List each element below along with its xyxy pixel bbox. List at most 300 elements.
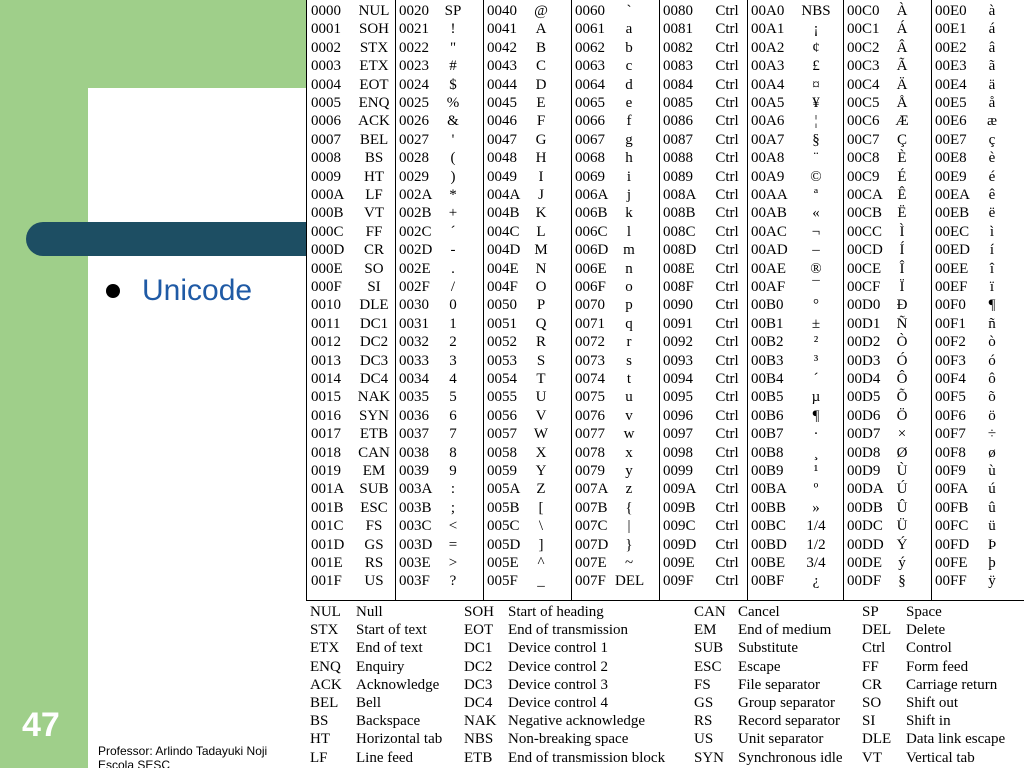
code-point: 009D bbox=[663, 536, 697, 553]
code-cell bbox=[483, 352, 571, 370]
code-cell bbox=[483, 444, 571, 462]
code-cell bbox=[843, 388, 931, 406]
code-character: Þ bbox=[987, 536, 997, 553]
code-point: 0038 bbox=[399, 444, 429, 461]
code-point: 0098 bbox=[663, 444, 693, 461]
code-point: 004A bbox=[487, 187, 521, 203]
code-point: 00C2 bbox=[847, 39, 880, 56]
code-point: 0014 bbox=[311, 371, 341, 387]
code-cell bbox=[747, 186, 843, 204]
code-character: T bbox=[536, 371, 546, 387]
code-character: ë bbox=[988, 205, 996, 222]
code-point: 00DB bbox=[847, 499, 883, 516]
code-point: 0087 bbox=[663, 131, 693, 148]
code-character: A bbox=[535, 21, 547, 38]
code-point: 008F bbox=[663, 279, 694, 295]
code-cell bbox=[571, 462, 659, 480]
code-character: ² bbox=[813, 334, 819, 351]
code-cell bbox=[659, 168, 747, 186]
code-point: 0031 bbox=[399, 315, 429, 332]
code-cell bbox=[395, 223, 483, 241]
code-point: 00DD bbox=[847, 536, 884, 553]
code-cell bbox=[843, 480, 931, 498]
code-point: 003D bbox=[399, 536, 433, 553]
code-point: 0005 bbox=[311, 95, 341, 111]
code-point: 0050 bbox=[487, 297, 517, 314]
legend-abbreviation: SUB bbox=[694, 640, 724, 657]
code-point: 0089 bbox=[663, 168, 693, 185]
code-point: 00BE bbox=[751, 555, 786, 571]
code-point: 00D7 bbox=[847, 426, 881, 443]
code-cell bbox=[395, 241, 483, 259]
code-point: 003B bbox=[399, 499, 432, 516]
code-character: V bbox=[535, 407, 547, 424]
code-point: 0095 bbox=[663, 389, 693, 406]
code-cell bbox=[395, 499, 483, 517]
code-cell bbox=[307, 480, 395, 498]
code-cell bbox=[483, 57, 571, 75]
code-character: Ctrl bbox=[715, 555, 739, 571]
code-character: î bbox=[989, 260, 995, 277]
code-cell bbox=[659, 186, 747, 204]
code-point: 00FC bbox=[935, 518, 969, 535]
code-point: 000E bbox=[311, 260, 343, 277]
code-cell bbox=[483, 112, 571, 130]
code-character: Ctrl bbox=[715, 334, 739, 351]
code-point: 0052 bbox=[487, 334, 517, 351]
code-point: 0096 bbox=[663, 407, 693, 424]
code-point: 0065 bbox=[575, 95, 605, 111]
code-character: Ì bbox=[899, 223, 905, 240]
code-character: ( bbox=[450, 150, 456, 167]
code-character: % bbox=[446, 95, 460, 111]
code-character: ì bbox=[989, 223, 995, 240]
code-cell bbox=[571, 241, 659, 259]
code-character: NAK bbox=[357, 389, 391, 406]
code-point: 00F8 bbox=[935, 444, 966, 461]
code-point: 004D bbox=[487, 242, 521, 259]
code-character: L bbox=[536, 223, 546, 240]
code-character: } bbox=[625, 536, 633, 553]
code-point: 00BA bbox=[751, 481, 787, 498]
code-point: 00ED bbox=[935, 242, 970, 259]
code-cell bbox=[843, 444, 931, 462]
code-cell bbox=[747, 2, 843, 20]
code-cell bbox=[395, 480, 483, 498]
code-cell bbox=[571, 94, 659, 112]
code-character: Ctrl bbox=[715, 3, 739, 19]
code-cell bbox=[659, 112, 747, 130]
code-cell bbox=[747, 149, 843, 167]
code-cell bbox=[395, 315, 483, 333]
code-point: 00A8 bbox=[751, 150, 785, 167]
code-point: 008A bbox=[663, 187, 697, 203]
code-cell bbox=[931, 112, 1024, 130]
code-character: Ctrl bbox=[715, 499, 739, 516]
code-cell bbox=[395, 76, 483, 94]
code-point: 0037 bbox=[399, 426, 429, 443]
code-point: 00D1 bbox=[847, 315, 881, 332]
code-point: 0057 bbox=[487, 426, 517, 443]
legend-abbreviation: EOT bbox=[464, 622, 494, 639]
code-cell bbox=[395, 444, 483, 462]
code-character: ` bbox=[626, 3, 632, 19]
code-character: _ bbox=[537, 573, 545, 590]
code-point: 0097 bbox=[663, 426, 693, 443]
code-point: 005A bbox=[487, 481, 521, 498]
code-character: Ctrl bbox=[715, 58, 739, 75]
code-cell bbox=[931, 39, 1024, 57]
code-point: 0016 bbox=[311, 407, 341, 424]
code-cell bbox=[307, 278, 395, 296]
code-cell bbox=[747, 223, 843, 241]
code-point: 00E4 bbox=[935, 76, 967, 93]
code-cell bbox=[931, 2, 1024, 20]
bullet-text: Unicode bbox=[142, 274, 253, 307]
code-character: y bbox=[625, 463, 633, 479]
code-cell bbox=[571, 296, 659, 314]
code-character: STX bbox=[359, 39, 389, 56]
code-point: 0070 bbox=[575, 297, 605, 314]
footer-text bbox=[98, 744, 267, 768]
legend-abbreviation: EM bbox=[694, 622, 717, 639]
code-character: © bbox=[810, 168, 822, 185]
code-character: á bbox=[988, 21, 996, 38]
legend-abbreviation: GS bbox=[694, 695, 714, 711]
code-point: 00B0 bbox=[751, 297, 784, 314]
code-character: u bbox=[625, 389, 633, 406]
legend-description: Non-breaking space bbox=[508, 731, 629, 748]
code-cell bbox=[747, 296, 843, 314]
code-character: F bbox=[536, 113, 546, 130]
code-character: È bbox=[897, 150, 907, 167]
code-point: 0073 bbox=[575, 352, 605, 369]
code-point: 0047 bbox=[487, 131, 517, 148]
legend-description: Device control 2 bbox=[508, 658, 608, 675]
code-cell bbox=[931, 352, 1024, 370]
code-point: 00D2 bbox=[847, 334, 881, 351]
code-character: { bbox=[625, 499, 633, 516]
code-character: 8 bbox=[449, 444, 457, 461]
code-cell bbox=[307, 444, 395, 462]
code-column bbox=[747, 0, 844, 600]
code-character: K bbox=[535, 205, 547, 222]
code-character: ! bbox=[450, 21, 456, 38]
code-point: 00A3 bbox=[751, 58, 785, 75]
code-cell bbox=[843, 20, 931, 38]
code-character: Ctrl bbox=[715, 76, 739, 93]
code-point: 003E bbox=[399, 555, 431, 571]
code-character: S bbox=[536, 352, 546, 369]
legend-abbreviation: ETB bbox=[464, 749, 493, 766]
code-cell bbox=[483, 186, 571, 204]
code-character: < bbox=[448, 518, 458, 535]
code-character: ä bbox=[988, 76, 996, 93]
code-character: Ë bbox=[897, 205, 907, 222]
code-point: 00B2 bbox=[751, 334, 784, 351]
code-point: 00C5 bbox=[847, 95, 880, 111]
code-point: 0055 bbox=[487, 389, 517, 406]
legend-abbreviation: BS bbox=[310, 713, 329, 730]
code-character: ¢ bbox=[812, 39, 820, 56]
code-point: 0062 bbox=[575, 39, 605, 56]
code-cell bbox=[483, 480, 571, 498]
legend-description: Data link escape bbox=[906, 731, 1006, 748]
code-cell bbox=[307, 223, 395, 241]
code-cell bbox=[747, 168, 843, 186]
code-character: Ò bbox=[896, 334, 908, 351]
code-cell bbox=[483, 149, 571, 167]
code-point: 00C4 bbox=[847, 76, 880, 93]
code-cell bbox=[843, 315, 931, 333]
code-character: ý bbox=[898, 555, 906, 571]
code-character: EM bbox=[362, 463, 386, 479]
code-point: 0034 bbox=[399, 371, 429, 387]
code-point: 006F bbox=[575, 279, 606, 295]
code-character: SI bbox=[367, 279, 381, 295]
code-point: 007F bbox=[575, 573, 606, 590]
code-cell bbox=[931, 499, 1024, 517]
code-point: 0028 bbox=[399, 150, 429, 167]
code-point: 00EF bbox=[935, 279, 968, 295]
legend-description: End of transmission block bbox=[508, 749, 666, 766]
code-cell bbox=[931, 204, 1024, 222]
code-point: 005C bbox=[487, 518, 520, 535]
code-cell bbox=[659, 2, 747, 20]
code-character: W bbox=[533, 426, 549, 443]
code-cell bbox=[307, 462, 395, 480]
code-cell bbox=[931, 131, 1024, 149]
code-character: DLE bbox=[359, 297, 389, 314]
code-point: 00F4 bbox=[935, 371, 966, 387]
code-point: 0085 bbox=[663, 95, 693, 111]
code-point: 00D9 bbox=[847, 463, 881, 479]
code-character: ¦ bbox=[814, 113, 818, 130]
code-character: DC1 bbox=[359, 315, 389, 332]
code-point: 0069 bbox=[575, 168, 605, 185]
code-character: § bbox=[898, 573, 906, 590]
code-character: ï bbox=[989, 279, 995, 295]
code-character: ÿ bbox=[988, 573, 996, 590]
code-cell bbox=[571, 76, 659, 94]
code-cell bbox=[659, 131, 747, 149]
code-cell bbox=[747, 407, 843, 425]
code-character: # bbox=[449, 58, 457, 75]
code-cell bbox=[659, 39, 747, 57]
code-character: f bbox=[626, 113, 632, 130]
code-point: 0008 bbox=[311, 150, 341, 167]
footer-line-school: Escola SESC bbox=[98, 758, 171, 768]
code-point: 00AF bbox=[751, 279, 786, 295]
legend-description: Cancel bbox=[738, 604, 780, 620]
code-point: 000F bbox=[311, 279, 342, 295]
code-cell bbox=[483, 94, 571, 112]
code-cell bbox=[659, 425, 747, 443]
code-character: BEL bbox=[359, 131, 389, 148]
code-point: 00A1 bbox=[751, 21, 785, 38]
code-character: v bbox=[625, 407, 633, 424]
code-cell bbox=[843, 425, 931, 443]
code-character: Ctrl bbox=[715, 279, 739, 295]
code-cell bbox=[659, 76, 747, 94]
code-point: 004B bbox=[487, 205, 520, 222]
code-character: 4 bbox=[449, 371, 457, 387]
code-point: 008E bbox=[663, 260, 695, 277]
code-cell bbox=[307, 260, 395, 278]
code-point: 00A2 bbox=[751, 39, 785, 56]
code-point: 0063 bbox=[575, 58, 605, 75]
code-point: 0024 bbox=[399, 76, 429, 93]
code-character: m bbox=[623, 242, 635, 259]
code-character: Ctrl bbox=[715, 297, 739, 314]
code-cell bbox=[571, 20, 659, 38]
code-cell bbox=[395, 149, 483, 167]
code-point: 003C bbox=[399, 518, 432, 535]
code-point: 0026 bbox=[399, 113, 429, 130]
code-cell bbox=[395, 554, 483, 572]
code-cell bbox=[931, 333, 1024, 351]
code-character: ´ bbox=[813, 371, 819, 387]
code-point: 00F1 bbox=[935, 315, 966, 332]
code-cell bbox=[659, 204, 747, 222]
code-cell bbox=[307, 517, 395, 535]
code-cell bbox=[571, 444, 659, 462]
legend-description: Shift out bbox=[906, 695, 959, 711]
code-point: 009B bbox=[663, 499, 696, 516]
code-cell bbox=[307, 554, 395, 572]
code-point: 007D bbox=[575, 536, 609, 553]
code-cell bbox=[571, 223, 659, 241]
code-cell bbox=[931, 407, 1024, 425]
code-point: 00B8 bbox=[751, 444, 784, 461]
code-point: 00B5 bbox=[751, 389, 784, 406]
code-character: 3/4 bbox=[806, 555, 826, 571]
code-cell bbox=[931, 480, 1024, 498]
code-cell bbox=[747, 425, 843, 443]
code-point: 00D3 bbox=[847, 352, 881, 369]
code-cell bbox=[395, 296, 483, 314]
code-cell bbox=[843, 407, 931, 425]
code-point: 0033 bbox=[399, 352, 429, 369]
code-cell bbox=[747, 462, 843, 480]
code-character: ° bbox=[813, 297, 819, 314]
legend-row bbox=[306, 694, 1024, 712]
code-cell bbox=[747, 20, 843, 38]
code-cell bbox=[931, 554, 1024, 572]
code-point: 00DF bbox=[847, 573, 882, 590]
code-character: Ctrl bbox=[715, 573, 739, 590]
code-cell bbox=[395, 2, 483, 20]
code-point: 00BC bbox=[751, 518, 787, 535]
code-cell bbox=[747, 554, 843, 572]
code-point: 00C3 bbox=[847, 58, 880, 75]
code-cell bbox=[659, 333, 747, 351]
code-point: 0092 bbox=[663, 334, 693, 351]
code-character: SO bbox=[364, 260, 384, 277]
code-cell bbox=[395, 186, 483, 204]
code-character: ú bbox=[988, 481, 996, 498]
legend-abbreviation: Ctrl bbox=[862, 640, 886, 657]
code-point: 007E bbox=[575, 555, 607, 571]
code-point: 004C bbox=[487, 223, 520, 240]
code-character: ¡ bbox=[813, 21, 819, 38]
legend-abbreviation: ETX bbox=[310, 640, 340, 657]
code-character: r bbox=[626, 334, 632, 351]
code-cell bbox=[395, 407, 483, 425]
code-character: Î bbox=[899, 260, 905, 277]
code-point: 00B7 bbox=[751, 426, 784, 443]
code-character: RS bbox=[364, 555, 384, 571]
code-cell bbox=[747, 76, 843, 94]
code-point: 00EE bbox=[935, 260, 969, 277]
code-point: 00CC bbox=[847, 223, 883, 240]
code-point: 001C bbox=[311, 518, 344, 535]
code-character: Z bbox=[536, 481, 546, 498]
code-character: @ bbox=[534, 3, 548, 19]
code-point: 0023 bbox=[399, 58, 429, 75]
code-cell bbox=[307, 315, 395, 333]
code-cell bbox=[307, 20, 395, 38]
code-character: Í bbox=[899, 242, 905, 259]
code-cell bbox=[483, 241, 571, 259]
code-character: ñ bbox=[988, 315, 996, 332]
code-point: 002C bbox=[399, 223, 432, 240]
legend-description: Enquiry bbox=[356, 658, 405, 675]
code-cell bbox=[843, 149, 931, 167]
code-cell bbox=[571, 480, 659, 498]
legend-abbreviation: SP bbox=[862, 604, 879, 620]
code-point: 000C bbox=[311, 223, 344, 240]
code-cell bbox=[747, 278, 843, 296]
legend-row bbox=[306, 658, 1024, 676]
code-point: 0064 bbox=[575, 76, 605, 93]
code-cell bbox=[483, 315, 571, 333]
code-cell bbox=[571, 57, 659, 75]
code-cell bbox=[843, 94, 931, 112]
code-character: ¸ bbox=[813, 444, 819, 461]
code-cell bbox=[659, 499, 747, 517]
code-point: 0032 bbox=[399, 334, 429, 351]
legend-abbreviation: SI bbox=[862, 713, 876, 730]
code-cell bbox=[395, 352, 483, 370]
legend-description: Null bbox=[356, 604, 383, 620]
code-cell bbox=[659, 315, 747, 333]
code-character: ESC bbox=[360, 499, 388, 516]
code-cell bbox=[747, 517, 843, 535]
code-character: EOT bbox=[359, 76, 389, 93]
code-column bbox=[571, 0, 660, 600]
code-character: & bbox=[447, 113, 459, 130]
code-character: $ bbox=[449, 76, 457, 93]
code-point: 00B4 bbox=[751, 371, 784, 387]
code-cell bbox=[483, 131, 571, 149]
code-point: 003A bbox=[399, 481, 433, 498]
code-point: 00F2 bbox=[935, 334, 966, 351]
legend-description: Vertical tab bbox=[906, 749, 975, 766]
code-cell bbox=[843, 2, 931, 20]
code-cell bbox=[571, 536, 659, 554]
code-point: 00E6 bbox=[935, 113, 967, 130]
code-character: ã bbox=[988, 58, 996, 75]
legend-abbreviation: DLE bbox=[862, 731, 892, 748]
code-character: a bbox=[625, 21, 633, 38]
legend-row bbox=[306, 603, 1024, 621]
code-character: § bbox=[812, 131, 820, 148]
legend-description: File separator bbox=[738, 676, 821, 693]
code-character: x bbox=[625, 444, 633, 461]
code-cell bbox=[571, 112, 659, 130]
code-point: 00B9 bbox=[751, 463, 784, 479]
